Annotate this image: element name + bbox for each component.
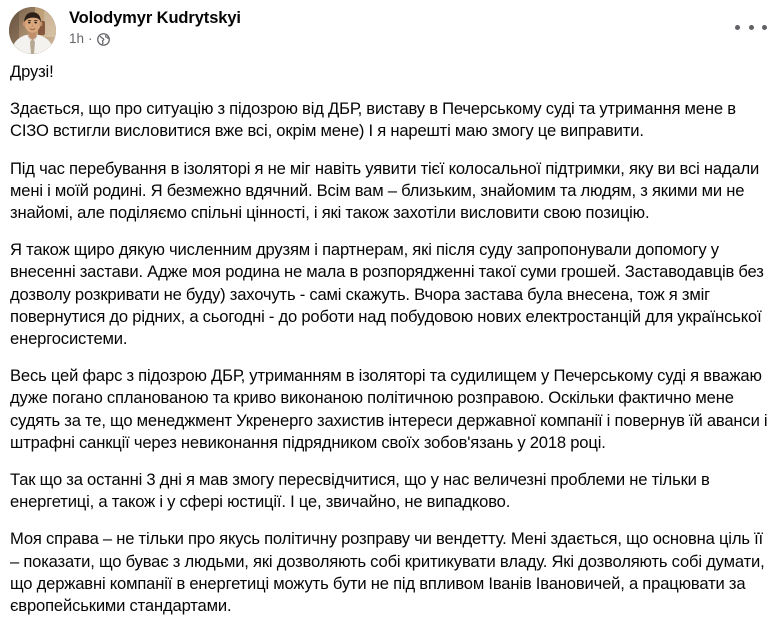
ellipsis-dot <box>749 25 754 30</box>
post-paragraph: Я також щиро дякую численним друзям і партнерам, які після суду запропонували допомогу у внесенні застави. Адже моя родина не мала в розпорядженні такої суми грошей. Заставодавців без дозволу розкривати не буду) захочуть - самі скажуть. Вчора застава була внесена, тож я зміг повернутися до рідних, а сьогодні - до роботи над побудовою нових електростанцій для української енергосистеми. <box>10 240 764 349</box>
ellipsis-dot <box>762 25 767 30</box>
post-timestamp[interactable]: 1h <box>69 31 85 46</box>
author-info <box>69 7 241 47</box>
post-paragraph: Здається, що про ситуацію з підозрою від ДБР, виставу в Печерському суді та утримання мене в СІЗО встигли висловитися вже всі, окрім мене) І я нарешті маю змогу це виправити. <box>10 99 736 141</box>
post-paragraph: Під час перебування в ізоляторі я не міг навіть уявити тієї колосальної підтримки, яку ви всі надали мені і моїй родині. Я безмежно вдячний. Всім вам – близьким, знайомим та людям, з якими ми не знайомі, але поділяємо спільні цінності, і які також захотіли висловити свою позицію. <box>10 158 760 223</box>
globe-icon[interactable] <box>97 33 110 46</box>
author-name[interactable]: Volodymyr Kudrytskyi <box>69 9 241 27</box>
ellipsis-dot <box>735 25 740 30</box>
avatar[interactable] <box>9 7 56 54</box>
post-paragraph: Моя справа – не тільки про якусь політичну розправу чи вендетту. Мені здається, що основна ціль її – показати, що буває з людьми, які дозволяють собі критикувати владу. Які дозволяють собі думати, що державні компанії в енергетиці можуть бути не під впливом Іванів Івановичей, а працювати за європейськими стандартами. <box>10 529 765 616</box>
meta-separator: · <box>88 31 93 46</box>
post-paragraph: Так що за останні 3 дні я мав змогу пересвідчитися, що у нас величезні проблеми не тільки в енергетиці, а також і у сфері юстиції. І це, звичайно, не випадково. <box>10 470 710 512</box>
post-options-button[interactable] <box>735 17 767 37</box>
post-paragraph: Друзі! <box>10 62 54 81</box>
post-paragraph: Весь цей фарс з підозрою ДБР, утриманням в ізоляторі та судилищем у Печерському суді я вважаю дуже погано спланованою та криво виконаною політичною розправою. Оскільки фактично мене судять за те, що менеджмент Укренерго захистив інтереси державної компанії і повернув їй аванси і штрафні санкції через невиконання підрядником своїх зобов'язань у 2018 році. <box>10 366 768 452</box>
post-header <box>0 0 780 54</box>
post-body <box>0 61 780 617</box>
post-meta <box>69 31 241 47</box>
